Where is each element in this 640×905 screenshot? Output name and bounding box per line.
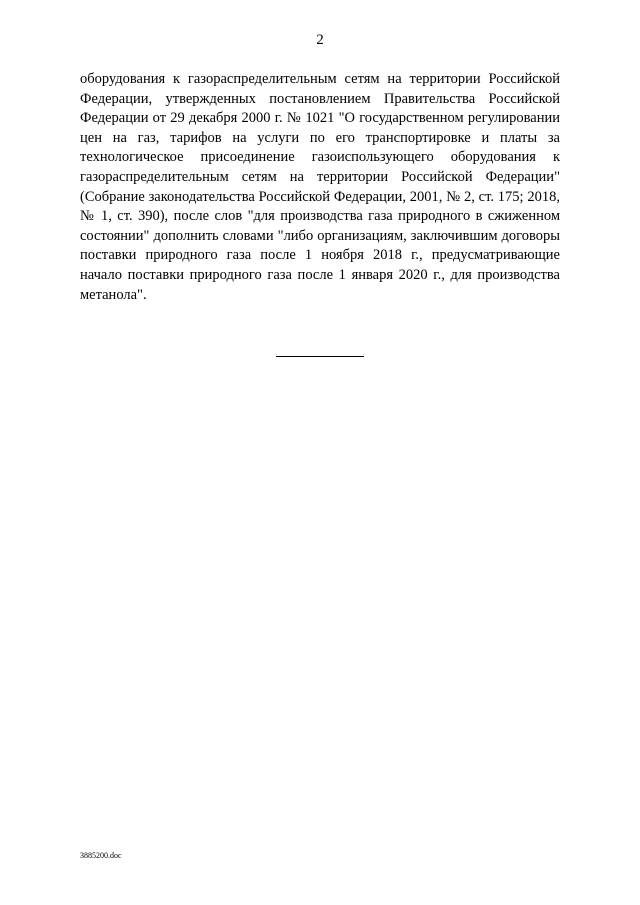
- document-file-code: 3885200.doc: [80, 851, 122, 860]
- page-number: 2: [316, 32, 324, 48]
- body-paragraph: оборудования к газораспределительным сетям на территории Российской Федерации, утвержденных постановлением Правительства Российской Федерации от 29 декабря 2000 г. № 1021 "О государственном регулировании цен на газ, тарифов на услуги по его транспортировке и платы за технологическое присоединение газоиспользующего оборудования к газораспределительным сетям на территории Российской Федерации" (Собрание законодательства Российской Федерации, 2001, № 2, ст. 175; 2018, № 1, ст. 390), после слов "для производства газа природного в сжиженном состоянии" дополнить словами "либо организациям, заключившим договоры поставки природного газа после 1 ноября 2018 г., предусматривающие начало поставки природного газа после 1 января 2020 г., для производства метанола".: [80, 71, 560, 303]
- end-separator-line: [276, 356, 364, 357]
